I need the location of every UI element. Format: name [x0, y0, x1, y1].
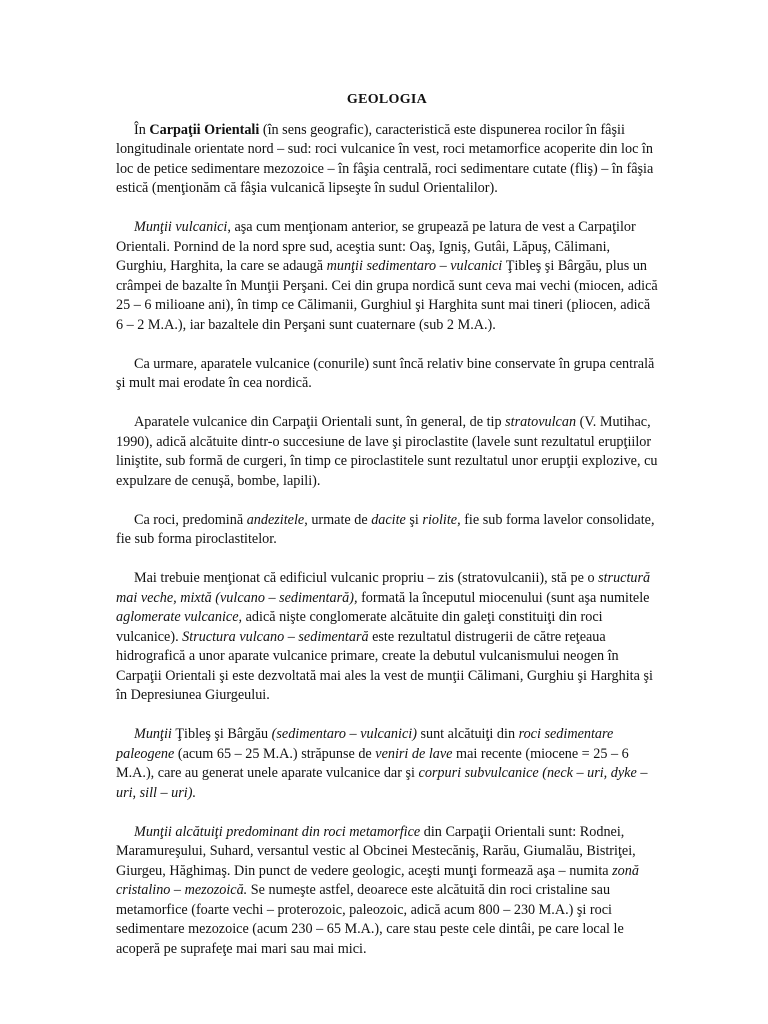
paragraph-1-run-3: (în sens geografic), caracteristică este dispunerea rocilor în fâşii longitudinale orientate nord – sud: roci vulcanice în vest, roci metamorfice acoperite din loc în loc de petice sedimentare mezozoice – în fâşia centrală, roci sedimentare cutate (fliş) – în fâşia estică (menţionăm că fâşia vulcanică lipseşte în sudul Orientalilor). — [116, 121, 657, 196]
paragraph-4-run-1: Aparatele vulcanice din Carpaţii Orientali sunt, în general, de tip — [134, 414, 506, 430]
paragraph-3-run-1: Ca urmare, aparatele vulcanice (conurile) sunt încă relativ bine conservate în grupa centrală şi mult mai erodate în cea nordică. — [116, 355, 658, 391]
paragraph-5-run-6: riolite — [422, 511, 458, 528]
paragraph-7-run-3: (sedimentaro – vulcanici) — [271, 726, 417, 742]
paragraph-8-run-1: Munţii alcătuiţi predominant din roci metamorfice — [134, 823, 421, 840]
paragraph-4 — [116, 413, 662, 491]
paragraph-7-run-7: veniri de lave — [375, 745, 453, 762]
paragraph-7 — [116, 725, 658, 803]
paragraph-5-run-2: andezitele — [246, 511, 305, 528]
paragraph-5-run-5: şi — [405, 511, 423, 528]
paragraph-6-run-2: structură mai veche, mixtă (vulcano – sedimentară), — [116, 570, 654, 606]
paragraph-2 — [116, 218, 662, 335]
paragraph-4-run-3: (V. Mutihac, 1990), adică alcătuite dintr-o succesiune de lave şi piroclastite (lavele sunt rezultatul erupţiilor liniştite, sub formă de curgeri, în timp ce piroclastitele sunt rezultatul unor erupţii explozive, cu expulzare de cenuşă, bombe, lapili). — [116, 414, 662, 489]
paragraph-6-run-5: adică nişte conglomerate alcătuite din galeţi constituiţi din roci vulcanice). — [116, 609, 607, 645]
paragraph-5-run-4: dacite — [371, 511, 406, 528]
paragraph-2-run-2: , aşa cum menţionam anterior, se grupează pe latura de vest a Carpaţilor Orientali. Pornind de la nord spre sud, aceştia sunt: Oaş, Igniş, Gutâi, Lăpuş, Călimani, Gurghiu, Harghita, la care se adaugă — [116, 219, 640, 274]
paragraph-1 — [116, 121, 658, 199]
paragraph-7-run-1: Munţii — [134, 726, 172, 742]
paragraph-2-run-4: Ţibleş şi Bârgău, plus un crâmpei de bazalte în Munţii Perşani. Cei din grupa nordică sunt ceva mai vechi (miocen, adică 25 – 6 milioane ani), în timp ce Călimanii, Gurghiul şi Harghita sunt mai tineri (pliocen, adică 6 – 2 M.A.), iar bazaltele din Perşani sunt cuaternare (sub 2 M.A.). — [116, 258, 662, 333]
paragraph-7-run-9: corpuri subvulcanice (neck – uri, dyke – uri, sill – uri). — [116, 765, 651, 801]
paragraph-8-run-3: zonă cristalino – mezozoică. — [116, 862, 643, 898]
paragraph-5-run-1: Ca roci, predomină — [134, 511, 247, 528]
paragraph-6-run-7: este rezultatul distrugerii de către reţeaua hidrografică a unor aparate vulcanice primare, create la debutul vulcanismului neogen în Carpaţii Orientali şi este dezvoltată mai ales la vest de munţii Călimani, Gurghiu şi Harghita şi în Depresiunea Giurgeului. — [116, 628, 657, 703]
paragraph-7-run-8: mai recente (miocene = 25 – 6 M.A.), care au generat unele aparate vulcanice dar şi — [116, 745, 633, 781]
paragraph-7-run-2: Ţibleş şi Bârgău — [171, 726, 272, 742]
paragraph-6-run-3: formată la începutul miocenului (sunt aşa numitele — [357, 589, 654, 606]
paragraph-5-run-3: , urmate de — [304, 511, 372, 528]
paragraph-1-run-2: Carpaţii Orientali — [149, 121, 260, 138]
paragraph-5-run-7: , fie sub forma lavelor consolidate, fie sub forma piroclastitelor. — [116, 511, 659, 547]
paragraph-3 — [116, 355, 658, 394]
paragraph-6-run-1: Mai trebuie menţionat că edificiul vulcanic propriu – zis (stratovulcanii), stă pe o — [134, 570, 599, 586]
paragraph-6-run-4: aglomerate vulcanice, — [116, 609, 243, 625]
paragraph-8-run-2: din Carpaţii Orientali sunt: Rodnei, Maramureşului, Suhard, versantul vestic al Obcinei Mestecăniş, Rarău, Giumalău, Bistriţei, Giurgeu, Hăghimaş. Din punct de vedere geologic, aceşti munţi formează aşa – numita — [116, 823, 640, 879]
paragraph-6 — [116, 569, 658, 706]
paragraph-2-run-3: munţii sedimentaro – vulcanici — [326, 258, 503, 274]
paragraph-1-run-1: În — [134, 121, 150, 138]
paragraph-2-run-1: Munţii vulcanici — [134, 219, 228, 235]
paragraph-8-run-4: Se numeşte astfel, deoarece este alcătuită din roci cristaline sau metamorfice (foarte vechi – proterozoic, paleozoic, adică acum 800 – 230 M.A.) şi roci sedimentare mezozoice (acum 230 – 65 M.A.), care stau peste cele dintâi, pe care local le acoperă pe suprafeţe mai mari sau mai mici. — [116, 882, 628, 957]
paragraph-6-run-6: Structura vulcano – sedimentară — [182, 628, 369, 645]
paragraph-7-run-4: sunt alcătuiţi din — [416, 726, 519, 742]
document-title: GEOLOGIA — [346, 92, 428, 107]
paragraph-5 — [116, 511, 658, 550]
paragraph-7-run-5: roci sedimentare paleogene — [116, 726, 617, 762]
paragraph-8 — [116, 823, 658, 960]
paragraph-4-run-2: stratovulcan — [505, 414, 577, 430]
paragraph-7-run-6: (acum 65 – 25 M.A.) străpunse de — [174, 745, 376, 762]
document-body — [116, 121, 662, 960]
